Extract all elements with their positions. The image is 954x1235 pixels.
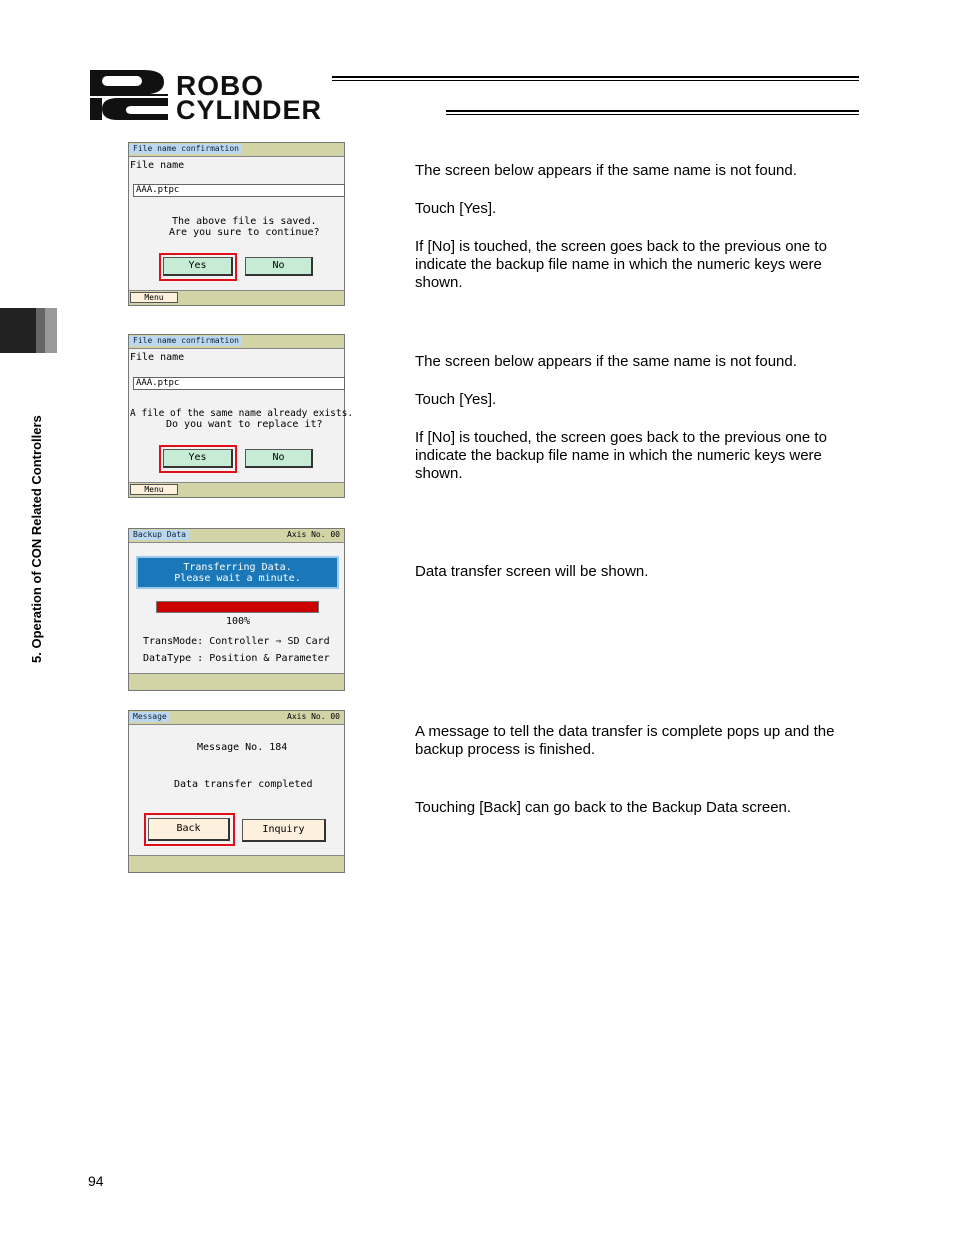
chapter-label: 5. Operation of CON Related Controllers (29, 415, 44, 663)
header-rule-bottom-2 (446, 114, 859, 115)
header-rule-bottom-1 (446, 110, 859, 112)
back-button[interactable]: Back (148, 818, 230, 841)
title-bar (129, 335, 344, 349)
menu-button[interactable]: Menu (130, 292, 178, 303)
header-rule-top-2 (332, 80, 859, 81)
progress-track (156, 601, 319, 613)
chapter-tab-mid (36, 308, 45, 353)
yes-button[interactable]: Yes (163, 449, 233, 468)
message-line-2: Do you want to replace it? (166, 419, 323, 430)
banner-line-2: Please wait a minute. (174, 573, 301, 584)
progress-fill (157, 602, 318, 612)
message-line-1: The above file is saved. (172, 216, 317, 227)
desc-4-p2: Touching [Back] can go back to the Backup Data screen. (415, 799, 792, 816)
screen-file-name-confirmation-1 (128, 142, 345, 306)
screen-file-name-confirmation-2 (128, 334, 354, 498)
desc-1-p1: The screen below appears if the same name is not found. (415, 162, 797, 179)
message-line-2: Are you sure to continue? (169, 227, 320, 238)
message-number: Message No. 184 (197, 742, 288, 753)
yes-button[interactable]: Yes (163, 257, 233, 276)
header-rule-top-1 (332, 76, 859, 78)
desc-1-p2: Touch [Yes]. (415, 200, 497, 217)
menu-button[interactable]: Menu (130, 484, 178, 495)
axis-number: Axis No. 00 (287, 530, 340, 539)
datatype-label: DataType : Position & Parameter (143, 653, 330, 664)
screen-title: File name confirmation (130, 336, 242, 346)
message-text: Data transfer completed (174, 779, 313, 790)
desc-2-p3: If [No] is touched, the screen goes back to the previous one to indicate the backup file name in which the numeric keys were shown. (415, 429, 827, 482)
logo-word-robo: ROBO (176, 70, 264, 101)
axis-number: Axis No. 00 (287, 712, 340, 721)
screen-message (128, 710, 345, 873)
message-line-1: A file of the same name already exists. (130, 408, 354, 419)
banner-line-1: Transferring Data. (183, 562, 292, 573)
no-button[interactable]: No (245, 449, 313, 468)
footer-bar (129, 673, 344, 690)
title-bar (129, 143, 344, 157)
footer-bar (129, 290, 344, 305)
desc-1-p3: If [No] is touched, the screen goes back to the previous one to indicate the backup file name in which the numeric keys were shown. (415, 238, 827, 291)
footer-bar (129, 482, 344, 497)
chapter-tab-dark (0, 308, 36, 353)
footer-bar (129, 855, 344, 872)
desc-2-p2: Touch [Yes]. (415, 391, 497, 408)
screen-title: Message (130, 712, 170, 722)
rc-logo-icon (88, 68, 170, 122)
file-name-field[interactable]: AAA.ptpc (133, 377, 345, 390)
field-label: File name (130, 160, 185, 171)
desc-2-p1: The screen below appears if the same name is not found. (415, 353, 797, 370)
desc-4-p1: A message to tell the data transfer is complete pops up and the backup process is finished. (415, 723, 835, 758)
chapter-tab-light (45, 308, 57, 353)
transmode-label: TransMode: Controller ⇒ SD Card (143, 636, 330, 647)
desc-3-p1: Data transfer screen will be shown. (415, 563, 649, 580)
field-label: File name (130, 352, 185, 363)
title-bar (129, 529, 344, 543)
logo-word-cylinder: CYLINDER (176, 95, 323, 125)
screen-backup-data (128, 528, 345, 691)
screen-title: Backup Data (130, 530, 189, 540)
inquiry-button[interactable]: Inquiry (242, 819, 326, 842)
transfer-banner (136, 556, 339, 589)
file-name-field[interactable]: AAA.ptpc (133, 184, 345, 197)
no-button[interactable]: No (245, 257, 313, 276)
title-bar (129, 711, 344, 725)
page-number: 94 (88, 1173, 104, 1189)
screen-title: File name confirmation (130, 144, 242, 154)
progress-label: 100% (226, 616, 251, 627)
